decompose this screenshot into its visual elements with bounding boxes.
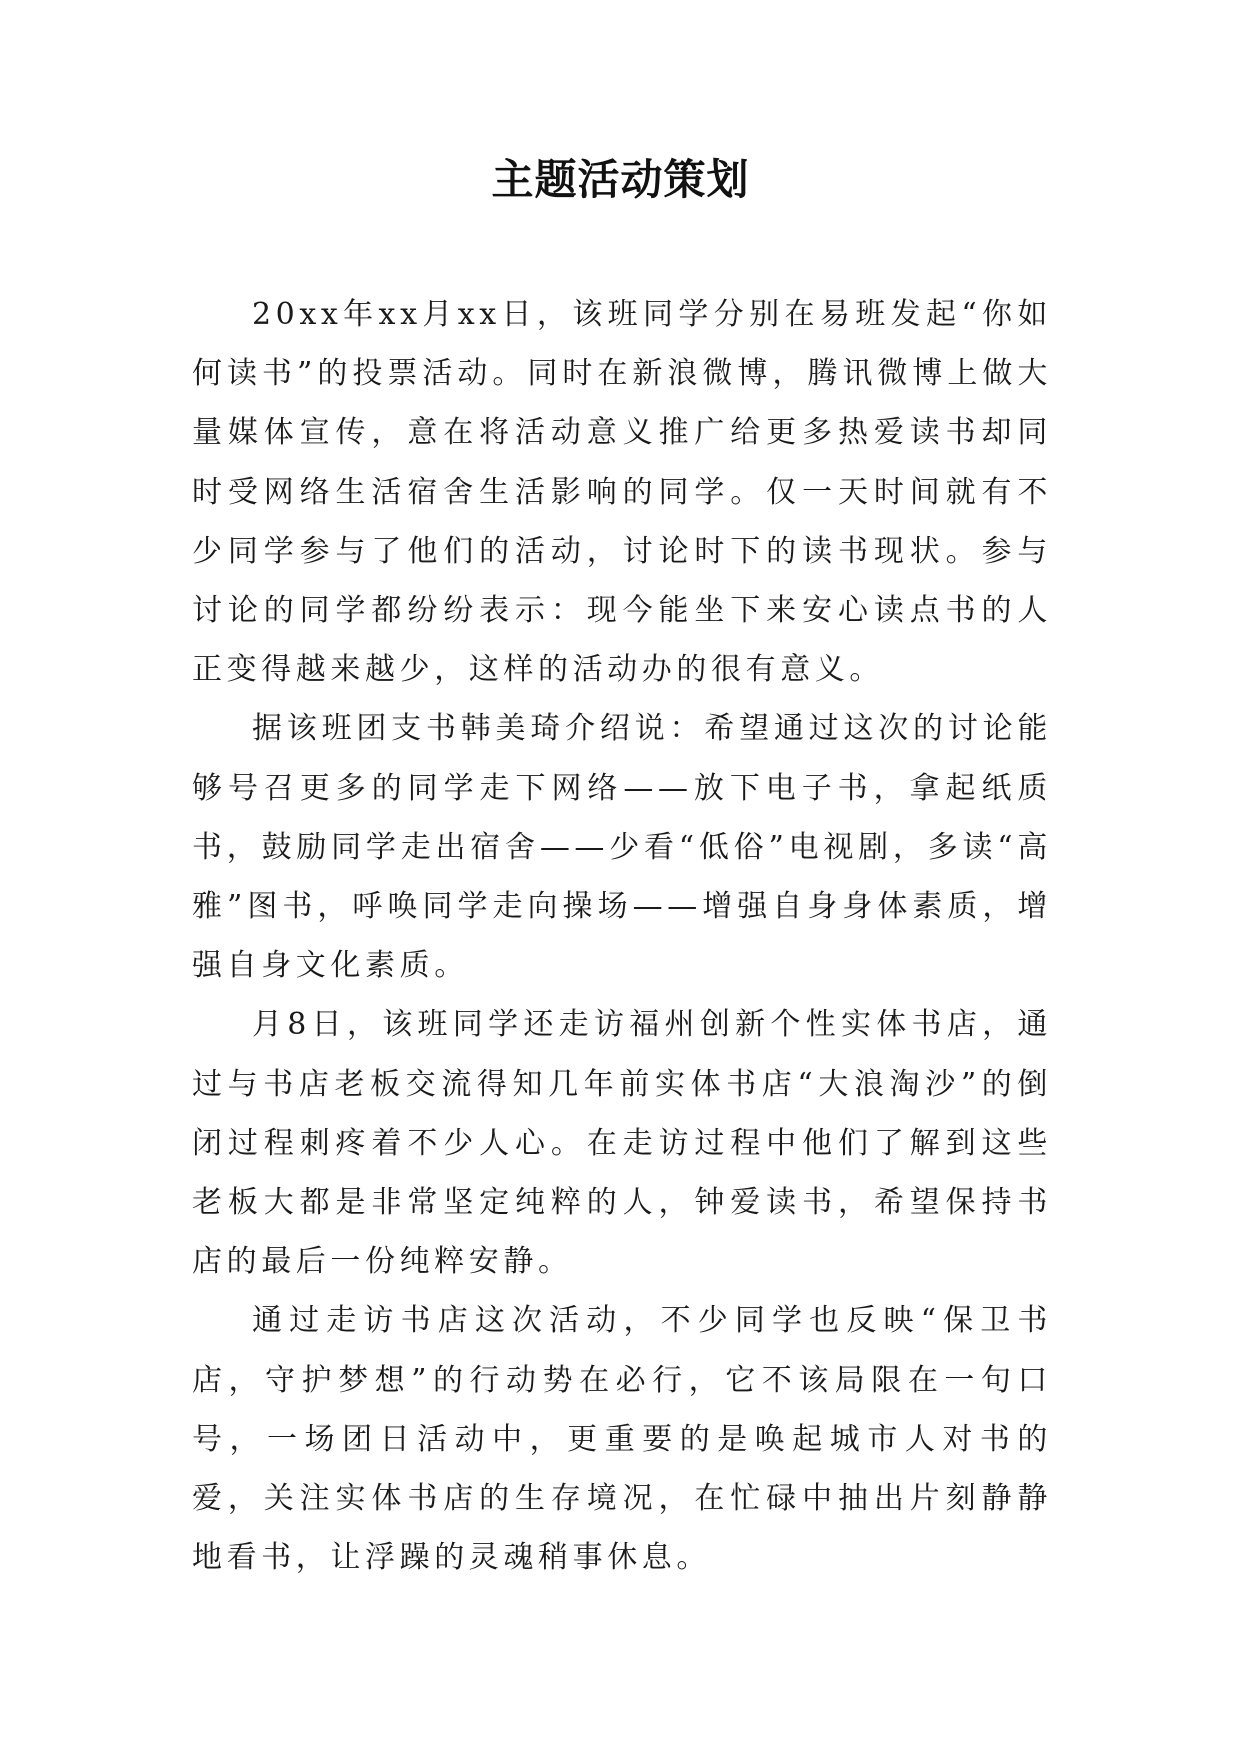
paragraph-league-secretary: 据该班团支书韩美琦介绍说：希望通过这次的讨论能够号召更多的同学走下网络——放下电子书，拿起纸质书，鼓励同学走出宿舍——少看“低俗”电视剧，多读“高雅”图书，呼唤同学走向操场——增强自身身体素质，增强自身文化素质。 bbox=[192, 711, 1052, 984]
paragraph-vote-activity: 20xx年xx月xx日，该班同学分别在易班发起“你如何读书”的投票活动。同时在新浪微博，腾讯微博上做大量媒体宣传，意在将活动意义推广给更多热爱读书却同时受网络生活宿舍生活影响的同学。仅一天时间就有不少同学参与了他们的活动，讨论时下的读书现状。参与讨论的同学都纷纷表示：现今能坐下来安心读点书的人正变得越来越少，这样的活动办的很有意义。 bbox=[192, 297, 1052, 688]
document-body bbox=[192, 285, 1052, 1587]
document-title: 主题活动策划 bbox=[491, 155, 750, 204]
paragraph-conclusion: 通过走访书店这次活动，不少同学也反映“保卫书店，守护梦想”的行动势在必行，它不该局限在一句口号，一场团日活动中，更重要的是唤起城市人对书的爱，关注实体书店的生存境况，在忙碌中抽出片刻静静地看书，让浮躁的灵魂稍事休息。 bbox=[192, 1303, 1052, 1576]
paragraph-bookstore-visit: 月8日，该班同学还走访福州创新个性实体书店，通过与书店老板交流得知几年前实体书店“大浪淘沙”的倒闭过程刺疼着不少人心。在走访过程中他们了解到这些老板大都是非常坚定纯粹的人，钟爱读书，希望保持书店的最后一份纯粹安静。 bbox=[192, 1007, 1052, 1280]
